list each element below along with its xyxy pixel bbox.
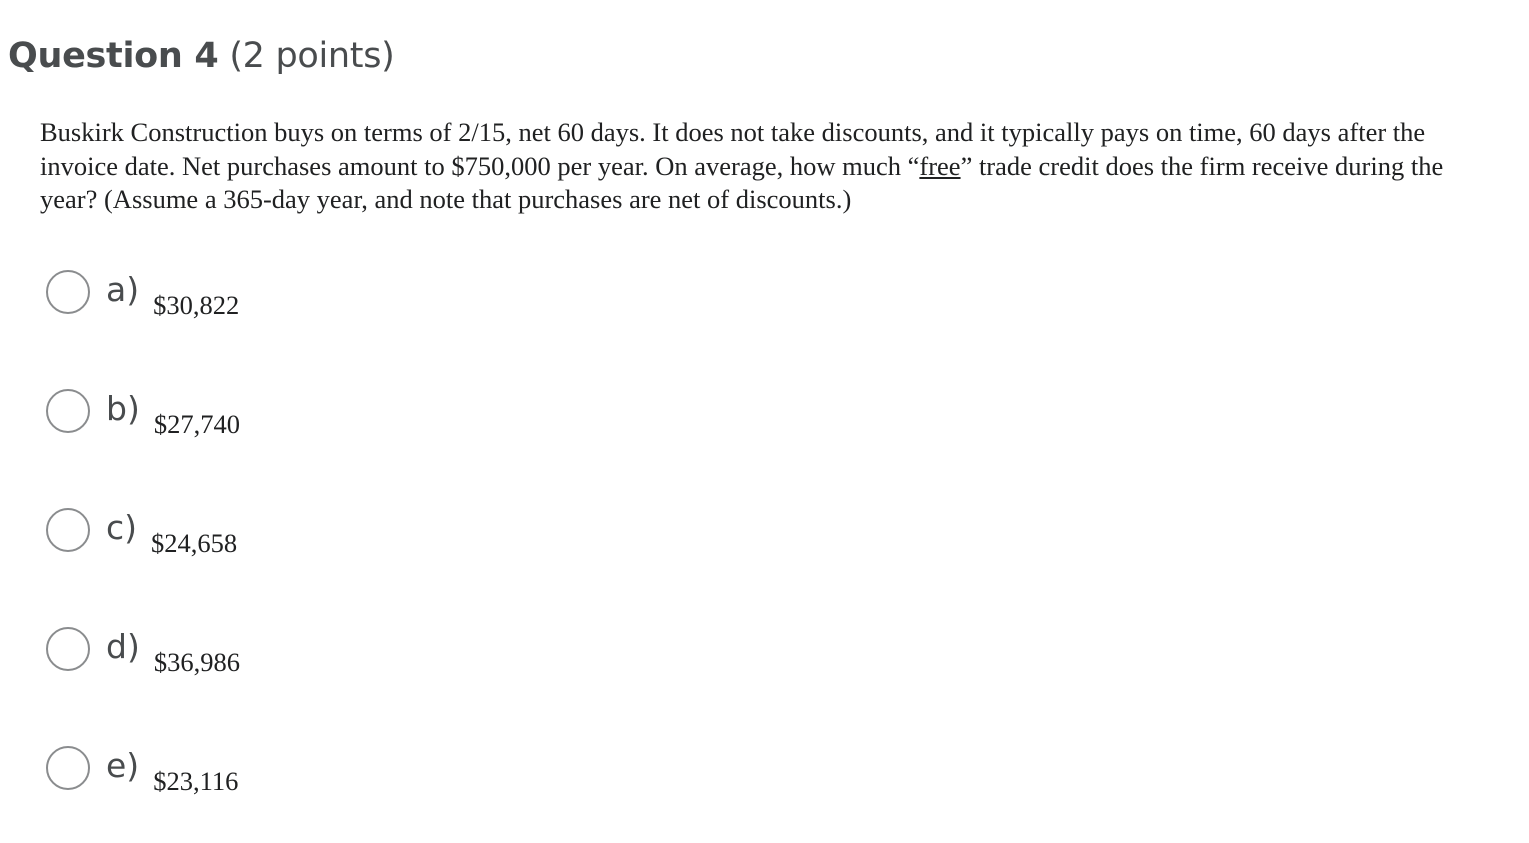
question-header [8, 36, 395, 76]
answer-option-c[interactable] [46, 508, 237, 558]
answer-option-d[interactable] [46, 627, 240, 677]
answer-option-a[interactable] [46, 270, 239, 320]
radio-button-d[interactable] [46, 627, 90, 671]
option-value-d: $36,986 [153, 647, 240, 677]
question-points: (2 points) [229, 36, 395, 76]
option-value-a: $30,822 [153, 290, 240, 320]
radio-button-a[interactable] [46, 270, 90, 314]
answer-option-e[interactable] [46, 746, 238, 796]
option-value-b: $27,740 [153, 409, 240, 439]
question-text-underlined: free [919, 150, 961, 181]
radio-button-c[interactable] [46, 508, 90, 552]
answer-option-b[interactable] [46, 389, 240, 439]
option-letter-d: d) [106, 627, 140, 666]
option-letter-a: a) [106, 270, 140, 309]
question-text-part2: ” trade credit does the firm receive during the year? (Assume a 365-day year, and note that purchases are net of discounts.) [40, 150, 1444, 214]
option-value-c: $24,658 [151, 528, 238, 558]
question-text [40, 116, 1500, 217]
option-letter-c: c) [106, 508, 138, 547]
question-text-part1: Buskirk Construction buys on terms of 2/15, net 60 days. It does not take discounts, and it typically pays on time, 60 days after the invoice date. Net purchases amount to $750,000 per year. On average, how much “ [40, 117, 1426, 181]
option-letter-e: e) [106, 746, 140, 785]
option-value-e: $23,116 [153, 766, 239, 796]
question-title: Question 4 [8, 36, 219, 76]
option-letter-b: b) [106, 389, 140, 428]
radio-button-b[interactable] [46, 389, 90, 433]
radio-button-e[interactable] [46, 746, 90, 790]
